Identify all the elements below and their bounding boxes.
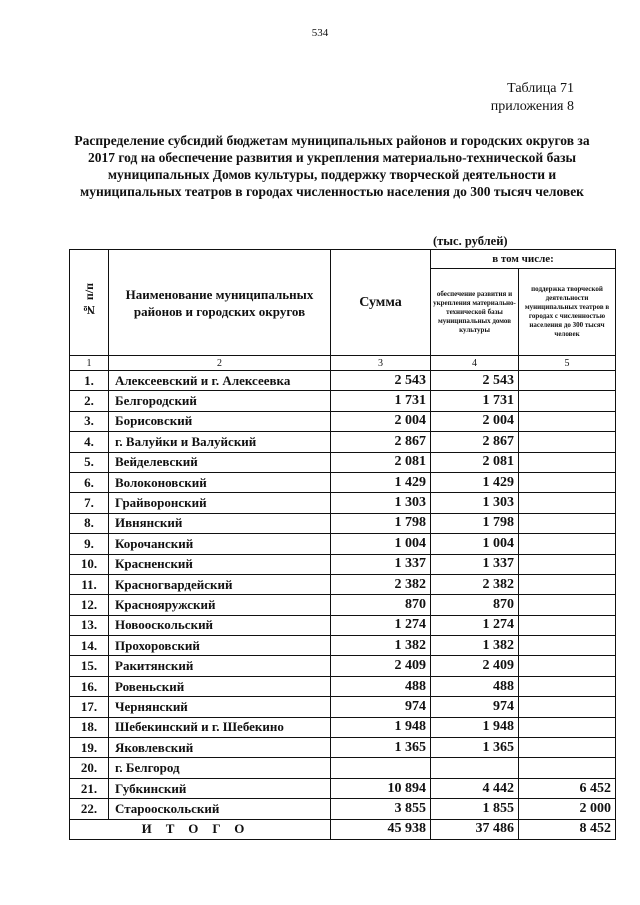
row-col4: 1 274 xyxy=(431,615,519,635)
row-col4: 1 731 xyxy=(431,391,519,411)
row-sum: 2 409 xyxy=(331,656,431,676)
row-sum: 1 274 xyxy=(331,615,431,635)
row-number: 15. xyxy=(70,656,109,676)
row-col4: 2 867 xyxy=(431,432,519,452)
row-sum: 2 081 xyxy=(331,452,431,472)
row-number: 20. xyxy=(70,758,109,778)
row-col5 xyxy=(519,493,616,513)
row-sum: 488 xyxy=(331,676,431,696)
header-incl: в том числе: xyxy=(431,250,616,269)
row-col5 xyxy=(519,738,616,758)
row-col4: 2 081 xyxy=(431,452,519,472)
table-row xyxy=(70,799,616,819)
row-col4: 1 337 xyxy=(431,554,519,574)
row-sum: 2 004 xyxy=(331,411,431,431)
row-col5: 2 000 xyxy=(519,799,616,819)
row-name: Прохоровский xyxy=(109,636,331,656)
units-label: (тыс. рублей) xyxy=(433,234,508,248)
row-number: 11. xyxy=(70,574,109,594)
row-number: 18. xyxy=(70,717,109,737)
table-row xyxy=(70,615,616,635)
table-row xyxy=(70,432,616,452)
table-row xyxy=(70,493,616,513)
row-name: Чернянский xyxy=(109,697,331,717)
row-sum: 1 382 xyxy=(331,636,431,656)
header-sum: Сумма xyxy=(331,250,431,356)
table-row xyxy=(70,778,616,798)
row-col4: 1 365 xyxy=(431,738,519,758)
row-name: Новооскольский xyxy=(109,615,331,635)
header-col4: обеспечение развития и укрепления материально-технической базы муниципальных домов культуры xyxy=(431,269,519,356)
row-name: Краснояружский xyxy=(109,595,331,615)
row-col4: 1 798 xyxy=(431,513,519,533)
row-sum: 1 948 xyxy=(331,717,431,737)
row-name: Старооскольский xyxy=(109,799,331,819)
row-sum: 1 365 xyxy=(331,738,431,758)
row-sum: 1 004 xyxy=(331,534,431,554)
row-name: Яковлевский xyxy=(109,738,331,758)
col-number: 5 xyxy=(519,356,616,371)
table-row xyxy=(70,656,616,676)
table-row xyxy=(70,472,616,492)
row-col5 xyxy=(519,758,616,778)
row-sum: 1 303 xyxy=(331,493,431,513)
table-row xyxy=(70,697,616,717)
col-number: 1 xyxy=(70,356,109,371)
row-number: 19. xyxy=(70,738,109,758)
col-number: 4 xyxy=(431,356,519,371)
row-name: Ракитянский xyxy=(109,656,331,676)
subsidy-table xyxy=(69,249,616,840)
table-row xyxy=(70,758,616,778)
table-row xyxy=(70,636,616,656)
row-name: Ровеньский xyxy=(109,676,331,696)
row-col4: 1 429 xyxy=(431,472,519,492)
row-sum: 1 337 xyxy=(331,554,431,574)
row-sum xyxy=(331,758,431,778)
row-name: Грайворонский xyxy=(109,493,331,513)
table-row xyxy=(70,595,616,615)
row-col5 xyxy=(519,371,616,391)
row-col4: 488 xyxy=(431,676,519,696)
row-col4: 1 004 xyxy=(431,534,519,554)
col-number: 2 xyxy=(109,356,331,371)
row-number: 4. xyxy=(70,432,109,452)
row-col5 xyxy=(519,411,616,431)
row-number: 8. xyxy=(70,513,109,533)
row-sum: 974 xyxy=(331,697,431,717)
row-col4: 2 004 xyxy=(431,411,519,431)
row-sum: 870 xyxy=(331,595,431,615)
row-name: Красногвардейский xyxy=(109,574,331,594)
row-col5 xyxy=(519,472,616,492)
row-number: 1. xyxy=(70,371,109,391)
header-row xyxy=(70,250,616,269)
table-row xyxy=(70,717,616,737)
table-row xyxy=(70,371,616,391)
row-col5 xyxy=(519,676,616,696)
row-name: Красненский xyxy=(109,554,331,574)
row-col5 xyxy=(519,656,616,676)
row-sum: 2 543 xyxy=(331,371,431,391)
row-name: г. Валуйки и Валуйский xyxy=(109,432,331,452)
row-name: Шебекинский и г. Шебекино xyxy=(109,717,331,737)
document-title: Распределение субсидий бюджетам муниципальных районов и городских округов за 2017 год на обеспечение развития и укрепления материально-технической базы муниципальных Домов культуры, поддержку творческой деятельности и муниципальных театров в городах численностью населения до 300 тысяч человек xyxy=(74,133,590,199)
row-number: 10. xyxy=(70,554,109,574)
row-col5 xyxy=(519,697,616,717)
row-col5 xyxy=(519,391,616,411)
row-sum: 3 855 xyxy=(331,799,431,819)
row-col4: 1 948 xyxy=(431,717,519,737)
row-sum: 1 798 xyxy=(331,513,431,533)
table-ref-line2: приложения 8 xyxy=(490,99,574,114)
row-col5: 6 452 xyxy=(519,778,616,798)
row-name: Губкинский xyxy=(109,778,331,798)
row-col4: 2 409 xyxy=(431,656,519,676)
row-col5 xyxy=(519,534,616,554)
table-row xyxy=(70,452,616,472)
row-col5 xyxy=(519,615,616,635)
row-name: Белгородский xyxy=(109,391,331,411)
row-col5 xyxy=(519,574,616,594)
header-col5: поддержка творческой деятельности муниципальных театров в городах с численностью населения до 300 тысяч человек xyxy=(519,269,616,356)
row-name: Алексеевский и г. Алексеевка xyxy=(109,371,331,391)
total-sum: 45 938 xyxy=(331,819,431,839)
row-number: 14. xyxy=(70,636,109,656)
table-row xyxy=(70,554,616,574)
row-number: 21. xyxy=(70,778,109,798)
table-row xyxy=(70,534,616,554)
row-col5 xyxy=(519,636,616,656)
row-number: 9. xyxy=(70,534,109,554)
row-name: Борисовский xyxy=(109,411,331,431)
row-name: Ивнянский xyxy=(109,513,331,533)
total-col4: 37 486 xyxy=(431,819,519,839)
row-name: г. Белгород xyxy=(109,758,331,778)
row-col5 xyxy=(519,432,616,452)
row-sum: 1 429 xyxy=(331,472,431,492)
row-col4: 2 382 xyxy=(431,574,519,594)
header-name: Наименование муниципальных районов и городских округов xyxy=(109,250,331,356)
header-num-cell xyxy=(70,250,109,356)
table-ref-line1: Таблица 71 xyxy=(507,81,574,96)
row-col4: 870 xyxy=(431,595,519,615)
table-row xyxy=(70,411,616,431)
page-number: 534 xyxy=(311,27,329,39)
row-number: 7. xyxy=(70,493,109,513)
row-number: 6. xyxy=(70,472,109,492)
row-sum: 1 731 xyxy=(331,391,431,411)
row-col5 xyxy=(519,513,616,533)
row-col4: 974 xyxy=(431,697,519,717)
row-number: 3. xyxy=(70,411,109,431)
row-sum: 2 382 xyxy=(331,574,431,594)
header-num: № п/п xyxy=(81,282,96,318)
row-sum: 10 894 xyxy=(331,778,431,798)
row-name: Вейделевский xyxy=(109,452,331,472)
row-name: Корочанский xyxy=(109,534,331,554)
row-number: 16. xyxy=(70,676,109,696)
total-label: ИТОГО xyxy=(70,819,331,839)
row-col4: 1 855 xyxy=(431,799,519,819)
row-col4 xyxy=(431,758,519,778)
row-col5 xyxy=(519,554,616,574)
total-col5: 8 452 xyxy=(519,819,616,839)
total-row xyxy=(70,819,616,839)
row-col5 xyxy=(519,717,616,737)
row-col5 xyxy=(519,595,616,615)
row-sum: 2 867 xyxy=(331,432,431,452)
row-col4: 4 442 xyxy=(431,778,519,798)
table-row xyxy=(70,676,616,696)
column-numbers-row xyxy=(70,356,616,371)
row-number: 12. xyxy=(70,595,109,615)
table-row xyxy=(70,738,616,758)
row-number: 22. xyxy=(70,799,109,819)
row-number: 17. xyxy=(70,697,109,717)
row-col4: 1 303 xyxy=(431,493,519,513)
table-reference xyxy=(491,80,574,116)
row-number: 13. xyxy=(70,615,109,635)
row-name: Волоконовский xyxy=(109,472,331,492)
table-row xyxy=(70,574,616,594)
row-col5 xyxy=(519,452,616,472)
row-col4: 1 382 xyxy=(431,636,519,656)
row-number: 2. xyxy=(70,391,109,411)
row-number: 5. xyxy=(70,452,109,472)
col-number: 3 xyxy=(331,356,431,371)
table-row xyxy=(70,391,616,411)
row-col4: 2 543 xyxy=(431,371,519,391)
table-row xyxy=(70,513,616,533)
